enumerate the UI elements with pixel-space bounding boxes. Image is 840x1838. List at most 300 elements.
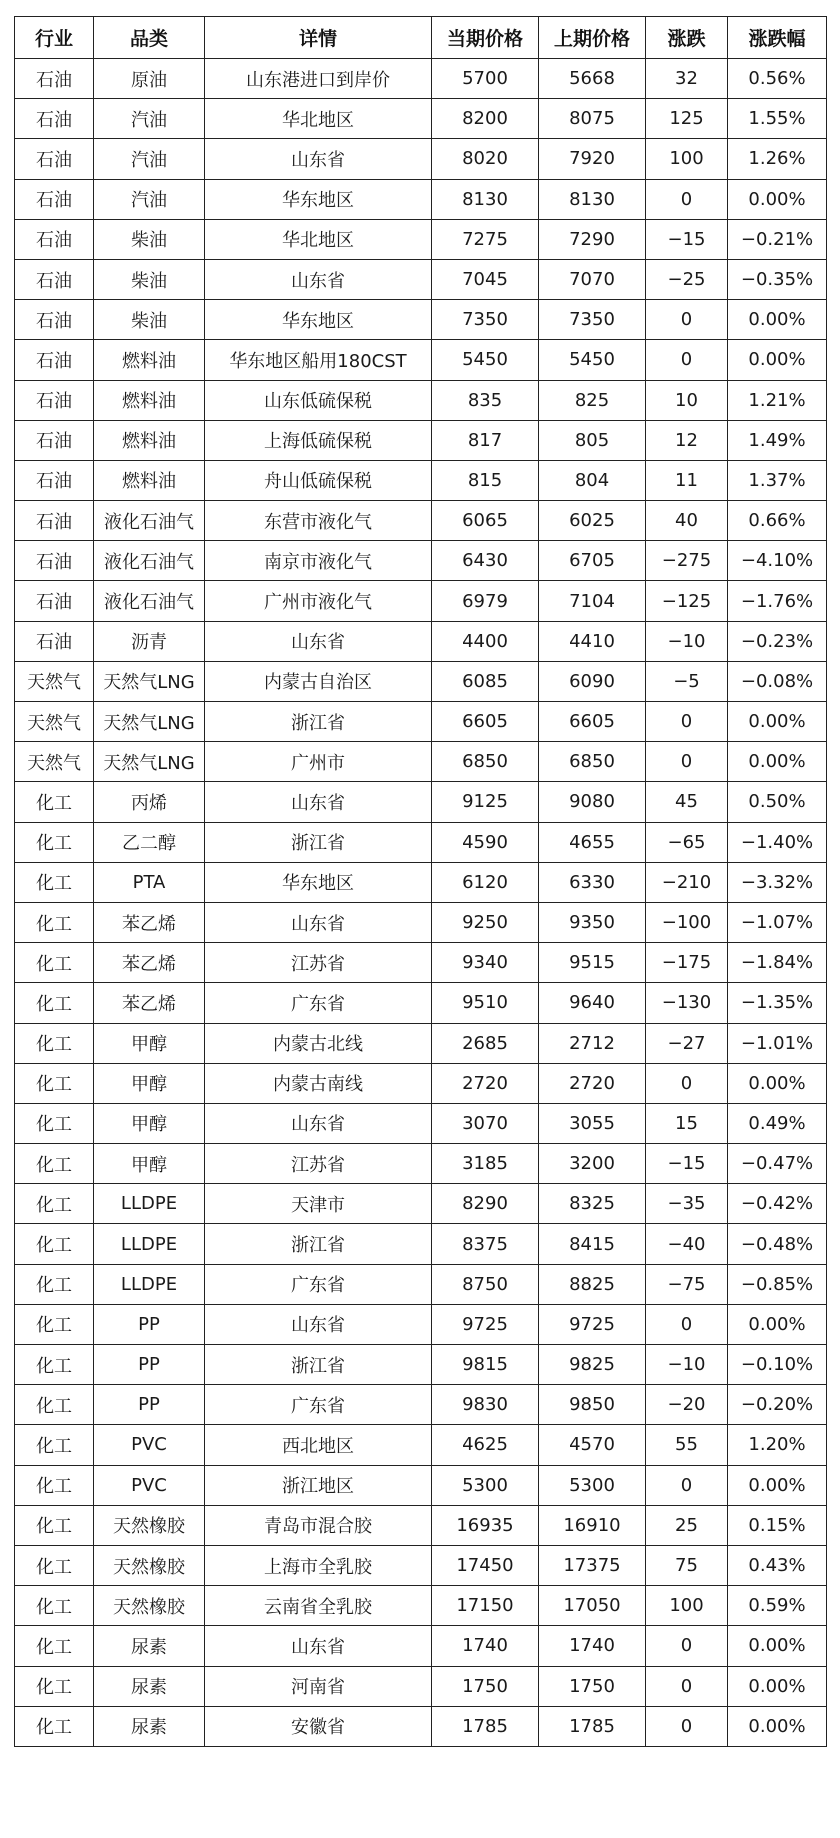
cell-category: 丙烯	[94, 782, 205, 822]
cell-category: 燃料油	[94, 380, 205, 420]
cell-detail: 内蒙古北线	[205, 1023, 432, 1063]
cell-current-price: 815	[432, 460, 539, 500]
cell-industry: 化工	[15, 1184, 94, 1224]
cell-industry: 化工	[15, 1545, 94, 1585]
cell-current-price: 817	[432, 420, 539, 460]
cell-change: −75	[646, 1264, 728, 1304]
cell-change-percent: −0.21%	[728, 219, 827, 259]
cell-change: 0	[646, 340, 728, 380]
cell-previous-price: 17375	[539, 1545, 646, 1585]
cell-category: 天然气LNG	[94, 742, 205, 782]
cell-detail: 广州市液化气	[205, 581, 432, 621]
cell-industry: 化工	[15, 1103, 94, 1143]
cell-category: 燃料油	[94, 420, 205, 460]
cell-previous-price: 805	[539, 420, 646, 460]
table-row	[15, 822, 827, 862]
cell-current-price: 4400	[432, 621, 539, 661]
cell-previous-price: 8325	[539, 1184, 646, 1224]
cell-current-price: 9815	[432, 1345, 539, 1385]
table-row	[15, 581, 827, 621]
cell-change: 75	[646, 1545, 728, 1585]
cell-previous-price: 2712	[539, 1023, 646, 1063]
cell-category: 汽油	[94, 179, 205, 219]
cell-current-price: 9725	[432, 1304, 539, 1344]
cell-current-price: 3070	[432, 1103, 539, 1143]
cell-change: −25	[646, 259, 728, 299]
cell-change-percent: 0.49%	[728, 1103, 827, 1143]
cell-current-price: 9125	[432, 782, 539, 822]
cell-category: 燃料油	[94, 460, 205, 500]
cell-industry: 石油	[15, 380, 94, 420]
table-body	[15, 59, 827, 1747]
cell-category: 苯乙烯	[94, 902, 205, 942]
cell-previous-price: 3055	[539, 1103, 646, 1143]
table-row	[15, 139, 827, 179]
cell-change: 45	[646, 782, 728, 822]
table-row	[15, 1023, 827, 1063]
cell-current-price: 9510	[432, 983, 539, 1023]
cell-change-percent: 1.49%	[728, 420, 827, 460]
cell-change-percent: −1.35%	[728, 983, 827, 1023]
cell-change: 32	[646, 59, 728, 99]
cell-industry: 石油	[15, 219, 94, 259]
cell-current-price: 6085	[432, 661, 539, 701]
cell-change: 40	[646, 501, 728, 541]
cell-detail: 南京市液化气	[205, 541, 432, 581]
table-row	[15, 1545, 827, 1585]
cell-industry: 化工	[15, 1345, 94, 1385]
cell-previous-price: 9850	[539, 1385, 646, 1425]
cell-previous-price: 6850	[539, 742, 646, 782]
cell-detail: 东营市液化气	[205, 501, 432, 541]
cell-category: 天然橡胶	[94, 1586, 205, 1626]
table-row	[15, 1385, 827, 1425]
cell-detail: 内蒙古自治区	[205, 661, 432, 701]
cell-current-price: 835	[432, 380, 539, 420]
cell-current-price: 17450	[432, 1545, 539, 1585]
cell-change-percent: 0.15%	[728, 1505, 827, 1545]
cell-detail: 山东低硫保税	[205, 380, 432, 420]
table-header	[15, 17, 827, 59]
cell-change-percent: 0.00%	[728, 1465, 827, 1505]
cell-industry: 化工	[15, 1385, 94, 1425]
cell-industry: 化工	[15, 943, 94, 983]
cell-industry: 化工	[15, 1224, 94, 1264]
table-row	[15, 1586, 827, 1626]
cell-previous-price: 1750	[539, 1666, 646, 1706]
cell-previous-price: 4570	[539, 1425, 646, 1465]
header-change: 涨跌	[646, 17, 728, 59]
cell-change-percent: 1.21%	[728, 380, 827, 420]
cell-previous-price: 6330	[539, 862, 646, 902]
cell-current-price: 9340	[432, 943, 539, 983]
cell-previous-price: 6090	[539, 661, 646, 701]
cell-previous-price: 9350	[539, 902, 646, 942]
cell-change: −5	[646, 661, 728, 701]
cell-change-percent: 0.00%	[728, 702, 827, 742]
cell-category: PTA	[94, 862, 205, 902]
cell-detail: 山东省	[205, 621, 432, 661]
cell-category: 柴油	[94, 300, 205, 340]
cell-change: −27	[646, 1023, 728, 1063]
cell-detail: 广东省	[205, 1385, 432, 1425]
cell-previous-price: 9640	[539, 983, 646, 1023]
cell-industry: 化工	[15, 1706, 94, 1746]
cell-category: 原油	[94, 59, 205, 99]
cell-current-price: 7275	[432, 219, 539, 259]
cell-category: 柴油	[94, 219, 205, 259]
cell-current-price: 8290	[432, 1184, 539, 1224]
cell-change-percent: −0.10%	[728, 1345, 827, 1385]
table-row	[15, 983, 827, 1023]
table-row	[15, 380, 827, 420]
cell-detail: 上海低硫保税	[205, 420, 432, 460]
cell-change: 0	[646, 702, 728, 742]
table-row	[15, 99, 827, 139]
cell-detail: 上海市全乳胶	[205, 1545, 432, 1585]
cell-category: 乙二醇	[94, 822, 205, 862]
cell-change: −10	[646, 1345, 728, 1385]
cell-previous-price: 804	[539, 460, 646, 500]
cell-current-price: 6605	[432, 702, 539, 742]
cell-detail: 江苏省	[205, 1144, 432, 1184]
cell-detail: 西北地区	[205, 1425, 432, 1465]
cell-category: PVC	[94, 1425, 205, 1465]
cell-change: 0	[646, 1626, 728, 1666]
cell-category: 汽油	[94, 139, 205, 179]
cell-previous-price: 6705	[539, 541, 646, 581]
cell-previous-price: 7920	[539, 139, 646, 179]
cell-industry: 天然气	[15, 661, 94, 701]
cell-change-percent: 0.00%	[728, 1706, 827, 1746]
cell-detail: 舟山低硫保税	[205, 460, 432, 500]
cell-change: 0	[646, 1304, 728, 1344]
cell-change: −210	[646, 862, 728, 902]
cell-change: −10	[646, 621, 728, 661]
cell-change: 0	[646, 1465, 728, 1505]
table-row	[15, 862, 827, 902]
cell-change: 0	[646, 300, 728, 340]
cell-industry: 化工	[15, 983, 94, 1023]
header-change-percent: 涨跌幅	[728, 17, 827, 59]
cell-change-percent: 0.66%	[728, 501, 827, 541]
cell-industry: 石油	[15, 59, 94, 99]
header-category: 品类	[94, 17, 205, 59]
table-row	[15, 1144, 827, 1184]
cell-change: 0	[646, 1706, 728, 1746]
cell-previous-price: 9515	[539, 943, 646, 983]
table-row	[15, 1063, 827, 1103]
cell-current-price: 6430	[432, 541, 539, 581]
cell-change-percent: −0.08%	[728, 661, 827, 701]
cell-industry: 化工	[15, 1425, 94, 1465]
cell-category: LLDPE	[94, 1184, 205, 1224]
header-previous-price: 上期价格	[539, 17, 646, 59]
cell-change-percent: −0.42%	[728, 1184, 827, 1224]
table-row	[15, 1425, 827, 1465]
table-row	[15, 1666, 827, 1706]
cell-industry: 化工	[15, 1144, 94, 1184]
cell-current-price: 8020	[432, 139, 539, 179]
cell-category: PP	[94, 1345, 205, 1385]
cell-category: LLDPE	[94, 1264, 205, 1304]
cell-detail: 山东省	[205, 1304, 432, 1344]
cell-industry: 石油	[15, 340, 94, 380]
cell-previous-price: 9825	[539, 1345, 646, 1385]
cell-previous-price: 4410	[539, 621, 646, 661]
cell-change-percent: −3.32%	[728, 862, 827, 902]
cell-industry: 化工	[15, 782, 94, 822]
cell-change: 10	[646, 380, 728, 420]
cell-change: −15	[646, 219, 728, 259]
cell-current-price: 8200	[432, 99, 539, 139]
cell-previous-price: 1785	[539, 1706, 646, 1746]
cell-detail: 河南省	[205, 1666, 432, 1706]
cell-industry: 石油	[15, 179, 94, 219]
cell-change-percent: −1.84%	[728, 943, 827, 983]
cell-category: PP	[94, 1385, 205, 1425]
cell-current-price: 17150	[432, 1586, 539, 1626]
cell-change-percent: −0.85%	[728, 1264, 827, 1304]
cell-change: −130	[646, 983, 728, 1023]
table-row	[15, 340, 827, 380]
cell-change: 100	[646, 1586, 728, 1626]
cell-industry: 化工	[15, 1465, 94, 1505]
cell-change-percent: 1.26%	[728, 139, 827, 179]
cell-current-price: 6065	[432, 501, 539, 541]
cell-change: −40	[646, 1224, 728, 1264]
header-industry: 行业	[15, 17, 94, 59]
cell-current-price: 6120	[432, 862, 539, 902]
cell-change-percent: 0.00%	[728, 300, 827, 340]
header-row	[15, 17, 827, 59]
cell-detail: 山东省	[205, 1103, 432, 1143]
cell-detail: 云南省全乳胶	[205, 1586, 432, 1626]
cell-current-price: 4625	[432, 1425, 539, 1465]
cell-industry: 石油	[15, 501, 94, 541]
cell-detail: 浙江省	[205, 822, 432, 862]
cell-change-percent: −0.48%	[728, 1224, 827, 1264]
cell-change: 0	[646, 742, 728, 782]
cell-current-price: 2685	[432, 1023, 539, 1063]
cell-category: PVC	[94, 1465, 205, 1505]
cell-detail: 广州市	[205, 742, 432, 782]
cell-change-percent: −1.76%	[728, 581, 827, 621]
cell-current-price: 16935	[432, 1505, 539, 1545]
cell-current-price: 5450	[432, 340, 539, 380]
table-row	[15, 661, 827, 701]
cell-change: 11	[646, 460, 728, 500]
cell-change: −65	[646, 822, 728, 862]
cell-change: −100	[646, 902, 728, 942]
cell-previous-price: 8075	[539, 99, 646, 139]
cell-detail: 华北地区	[205, 99, 432, 139]
cell-detail: 广东省	[205, 1264, 432, 1304]
cell-change-percent: −0.47%	[728, 1144, 827, 1184]
cell-previous-price: 7350	[539, 300, 646, 340]
cell-change-percent: 0.43%	[728, 1545, 827, 1585]
cell-detail: 浙江地区	[205, 1465, 432, 1505]
table-row	[15, 742, 827, 782]
cell-current-price: 7045	[432, 259, 539, 299]
cell-detail: 山东省	[205, 1626, 432, 1666]
cell-change: 0	[646, 1063, 728, 1103]
cell-industry: 石油	[15, 420, 94, 460]
cell-industry: 石油	[15, 581, 94, 621]
cell-current-price: 5700	[432, 59, 539, 99]
cell-current-price: 7350	[432, 300, 539, 340]
cell-detail: 山东港进口到岸价	[205, 59, 432, 99]
cell-change: 0	[646, 1666, 728, 1706]
cell-category: 甲醇	[94, 1063, 205, 1103]
table-row	[15, 1505, 827, 1545]
cell-industry: 石油	[15, 621, 94, 661]
cell-industry: 化工	[15, 1023, 94, 1063]
cell-change-percent: 0.00%	[728, 1626, 827, 1666]
cell-change-percent: −0.23%	[728, 621, 827, 661]
table-row	[15, 1706, 827, 1746]
cell-change-percent: −1.40%	[728, 822, 827, 862]
table-row	[15, 1345, 827, 1385]
cell-change-percent: −0.35%	[728, 259, 827, 299]
cell-category: 液化石油气	[94, 501, 205, 541]
table-row	[15, 219, 827, 259]
cell-industry: 化工	[15, 822, 94, 862]
cell-current-price: 8375	[432, 1224, 539, 1264]
cell-category: PP	[94, 1304, 205, 1344]
cell-industry: 石油	[15, 259, 94, 299]
header-current-price: 当期价格	[432, 17, 539, 59]
cell-detail: 山东省	[205, 902, 432, 942]
cell-change-percent: 0.50%	[728, 782, 827, 822]
cell-change-percent: 1.55%	[728, 99, 827, 139]
cell-category: 天然橡胶	[94, 1505, 205, 1545]
cell-change-percent: −0.20%	[728, 1385, 827, 1425]
cell-change-percent: 0.00%	[728, 1304, 827, 1344]
cell-current-price: 8750	[432, 1264, 539, 1304]
cell-industry: 化工	[15, 1626, 94, 1666]
cell-detail: 江苏省	[205, 943, 432, 983]
cell-category: LLDPE	[94, 1224, 205, 1264]
cell-current-price: 1740	[432, 1626, 539, 1666]
cell-current-price: 1750	[432, 1666, 539, 1706]
commodity-price-table	[14, 16, 827, 1747]
cell-change-percent: 1.37%	[728, 460, 827, 500]
cell-industry: 化工	[15, 902, 94, 942]
table-row	[15, 259, 827, 299]
cell-previous-price: 1740	[539, 1626, 646, 1666]
cell-previous-price: 17050	[539, 1586, 646, 1626]
cell-detail: 安徽省	[205, 1706, 432, 1746]
table-row	[15, 943, 827, 983]
cell-industry: 石油	[15, 99, 94, 139]
cell-current-price: 3185	[432, 1144, 539, 1184]
cell-previous-price: 16910	[539, 1505, 646, 1545]
cell-current-price: 6850	[432, 742, 539, 782]
table-row	[15, 1264, 827, 1304]
cell-category: 燃料油	[94, 340, 205, 380]
cell-current-price: 6979	[432, 581, 539, 621]
cell-industry: 石油	[15, 460, 94, 500]
cell-detail: 山东省	[205, 259, 432, 299]
cell-change-percent: 0.56%	[728, 59, 827, 99]
table-row	[15, 1465, 827, 1505]
cell-previous-price: 8130	[539, 179, 646, 219]
cell-industry: 天然气	[15, 742, 94, 782]
cell-industry: 石油	[15, 300, 94, 340]
table-row	[15, 1224, 827, 1264]
cell-category: 天然气LNG	[94, 661, 205, 701]
cell-change: 100	[646, 139, 728, 179]
cell-change-percent: −1.07%	[728, 902, 827, 942]
cell-previous-price: 825	[539, 380, 646, 420]
cell-change: 125	[646, 99, 728, 139]
cell-detail: 天津市	[205, 1184, 432, 1224]
cell-change-percent: 0.00%	[728, 742, 827, 782]
table-row	[15, 501, 827, 541]
cell-industry: 化工	[15, 1063, 94, 1103]
cell-category: 甲醇	[94, 1103, 205, 1143]
cell-previous-price: 7104	[539, 581, 646, 621]
cell-previous-price: 5668	[539, 59, 646, 99]
cell-change-percent: 0.00%	[728, 340, 827, 380]
cell-current-price: 9830	[432, 1385, 539, 1425]
cell-detail: 浙江省	[205, 702, 432, 742]
cell-current-price: 2720	[432, 1063, 539, 1103]
cell-category: 液化石油气	[94, 581, 205, 621]
cell-detail: 青岛市混合胶	[205, 1505, 432, 1545]
cell-category: 柴油	[94, 259, 205, 299]
cell-detail: 浙江省	[205, 1224, 432, 1264]
cell-detail: 华东地区船用180CST	[205, 340, 432, 380]
table-row	[15, 621, 827, 661]
cell-category: 甲醇	[94, 1144, 205, 1184]
cell-category: 天然橡胶	[94, 1545, 205, 1585]
cell-previous-price: 5450	[539, 340, 646, 380]
cell-industry: 化工	[15, 1505, 94, 1545]
cell-industry: 化工	[15, 1666, 94, 1706]
table-row	[15, 300, 827, 340]
cell-category: 天然气LNG	[94, 702, 205, 742]
cell-change-percent: 0.59%	[728, 1586, 827, 1626]
table-row	[15, 1103, 827, 1143]
cell-previous-price: 6025	[539, 501, 646, 541]
cell-current-price: 1785	[432, 1706, 539, 1746]
header-detail: 详情	[205, 17, 432, 59]
table-row	[15, 782, 827, 822]
cell-change-percent: −1.01%	[728, 1023, 827, 1063]
cell-change-percent: 0.00%	[728, 1063, 827, 1103]
cell-change-percent: −4.10%	[728, 541, 827, 581]
cell-previous-price: 9080	[539, 782, 646, 822]
cell-detail: 内蒙古南线	[205, 1063, 432, 1103]
cell-detail: 华东地区	[205, 300, 432, 340]
cell-change: −125	[646, 581, 728, 621]
cell-industry: 化工	[15, 1264, 94, 1304]
cell-change: −15	[646, 1144, 728, 1184]
cell-category: 苯乙烯	[94, 943, 205, 983]
table-row	[15, 179, 827, 219]
cell-change-percent: 0.00%	[728, 179, 827, 219]
cell-change: −175	[646, 943, 728, 983]
cell-current-price: 5300	[432, 1465, 539, 1505]
price-sheet	[14, 16, 826, 1747]
cell-industry: 化工	[15, 1304, 94, 1344]
cell-change: 15	[646, 1103, 728, 1143]
cell-current-price: 8130	[432, 179, 539, 219]
cell-change: −35	[646, 1184, 728, 1224]
cell-previous-price: 8825	[539, 1264, 646, 1304]
